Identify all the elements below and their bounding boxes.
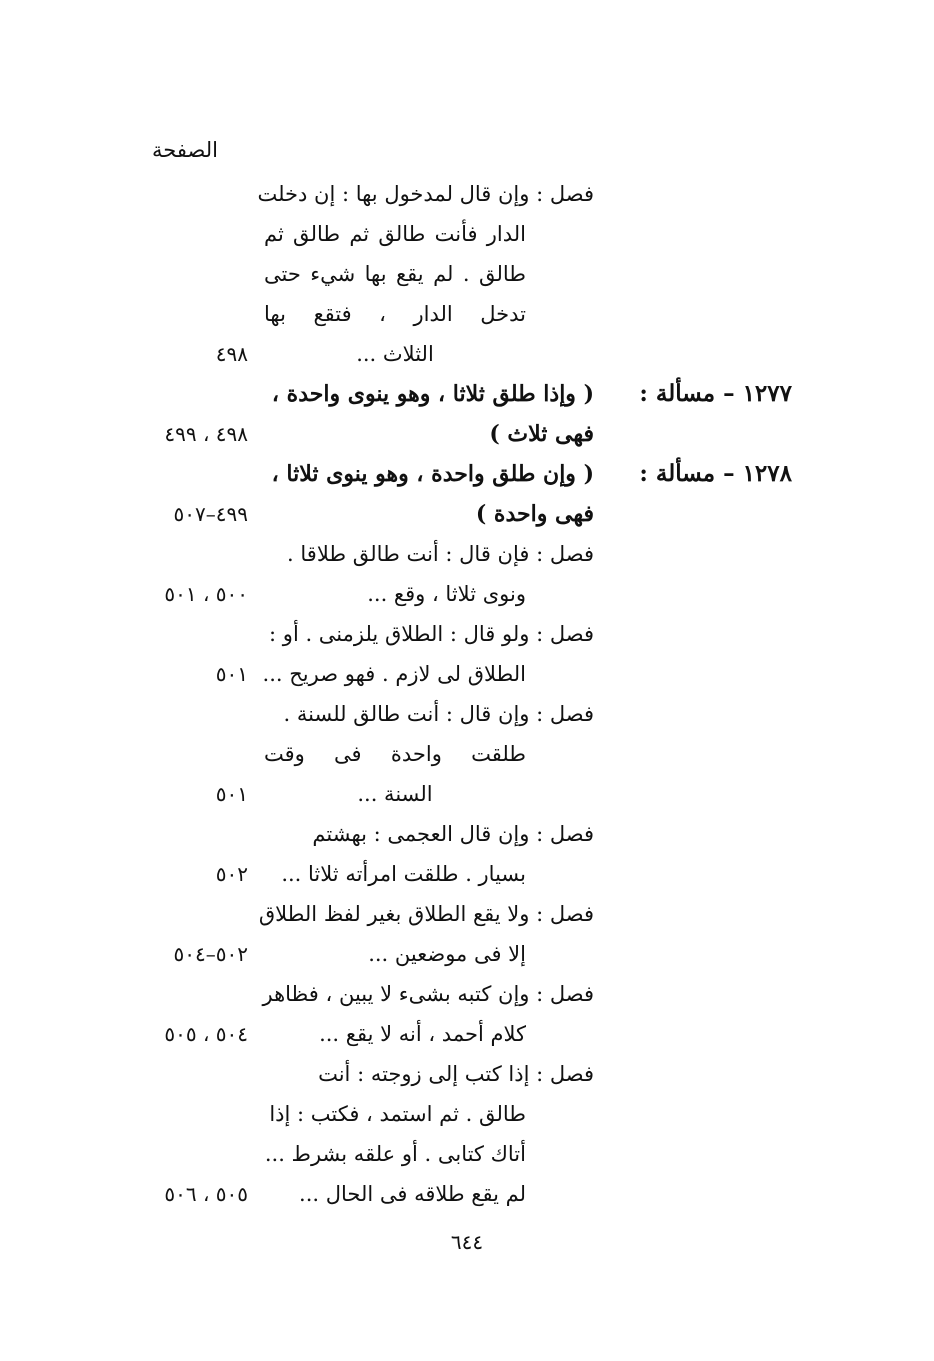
page-reference: ٤٩٨ ، ٤٩٩ — [164, 422, 248, 446]
issue-label: ١٢٧٨ – مسألة : — [639, 460, 792, 487]
entry-text-line: فصل : إذا كتب إلى زوجته : أنت — [318, 1062, 594, 1086]
page-reference: ٤٩٩–٥٠٧ — [173, 502, 248, 526]
entry-text-line: تدخل الدار ، فتقع بها — [264, 302, 526, 326]
entry-text-line: طالق . ثم استمد ، فكتب : إذا — [269, 1102, 526, 1126]
page-reference: ٥٠٥ ، ٥٠٦ — [164, 1182, 248, 1206]
entry-text-line: فصل : وإن قال : أنت طالق للسنة . — [283, 702, 594, 726]
entry-text-line: فصل : ولا يقع الطلاق بغير لفظ الطلاق — [258, 902, 594, 926]
entry-text-line: الطلاق لى لازم . فهو صريح ... — [262, 662, 526, 686]
entry-text-line: ( وإن طلق واحدة ، وهو ينوى ثلاثا ، — [271, 461, 594, 487]
entry-text-line: فصل : ولو قال : الطلاق يلزمنى . أو : — [269, 622, 594, 646]
entry-text-line: لم يقع طلاقه فى الحال ... — [299, 1182, 526, 1206]
entry-text-line: فصل : وإن كتبه بشىء لا يبين ، فظاهر — [262, 982, 594, 1006]
page-reference: ٥٠٤ ، ٥٠٥ — [164, 1022, 248, 1046]
entry-text-line: أتاك كتابى . أو علقه بشرط ... — [264, 1142, 526, 1166]
entry-text-line: فهى واحدة ) — [475, 501, 594, 527]
issue-label: ١٢٧٧ – مسألة : — [639, 380, 792, 407]
entry-text-line: إلا فى موضعين ... — [368, 942, 526, 966]
entry-text-line: السنة ... — [357, 782, 433, 806]
entry-text-line: ونوى ثلاثا ، وقع ... — [367, 582, 526, 606]
entry-text-line: فصل : وإن قال العجمى : بهشتم — [312, 822, 594, 846]
entry-text-line: كلام أحمد ، أنه لا يقع ... — [319, 1022, 526, 1046]
page-reference: ٥٠١ — [215, 782, 248, 806]
entry-text-line: فصل : وإن قال لمدخول بها : إن دخلت — [257, 182, 594, 206]
entry-text-line: طلقت واحدة فى وقت — [264, 742, 526, 766]
page-number: ٦٤٤ — [450, 1230, 484, 1254]
page-reference: ٥٠٠ ، ٥٠١ — [164, 582, 248, 606]
page-reference: ٥٠٢–٥٠٤ — [173, 942, 248, 966]
entry-text-line: ( وإذا طلق ثلاثا ، وهو ينوى واحدة ، — [271, 381, 594, 407]
page-reference: ٥٠٢ — [215, 862, 248, 886]
page-reference: ٤٩٨ — [215, 342, 248, 366]
entry-text-line: فهى ثلاث ) — [489, 421, 594, 447]
page-reference: ٥٠١ — [215, 662, 248, 686]
entry-text-line: فصل : فإن قال : أنت طالق طلاقا . — [287, 542, 594, 566]
entry-text-line: الدار فأنت طالق ثم طالق ثم — [264, 222, 526, 246]
entry-text-line: طالق . لم يقع بها شيء حتى — [264, 262, 526, 286]
entry-text-line: الثلاث ... — [356, 342, 434, 366]
entry-text-line: بسيار . طلقت امرأته ثلاثا ... — [281, 862, 526, 886]
page-column-header: الصفحة — [152, 138, 218, 162]
